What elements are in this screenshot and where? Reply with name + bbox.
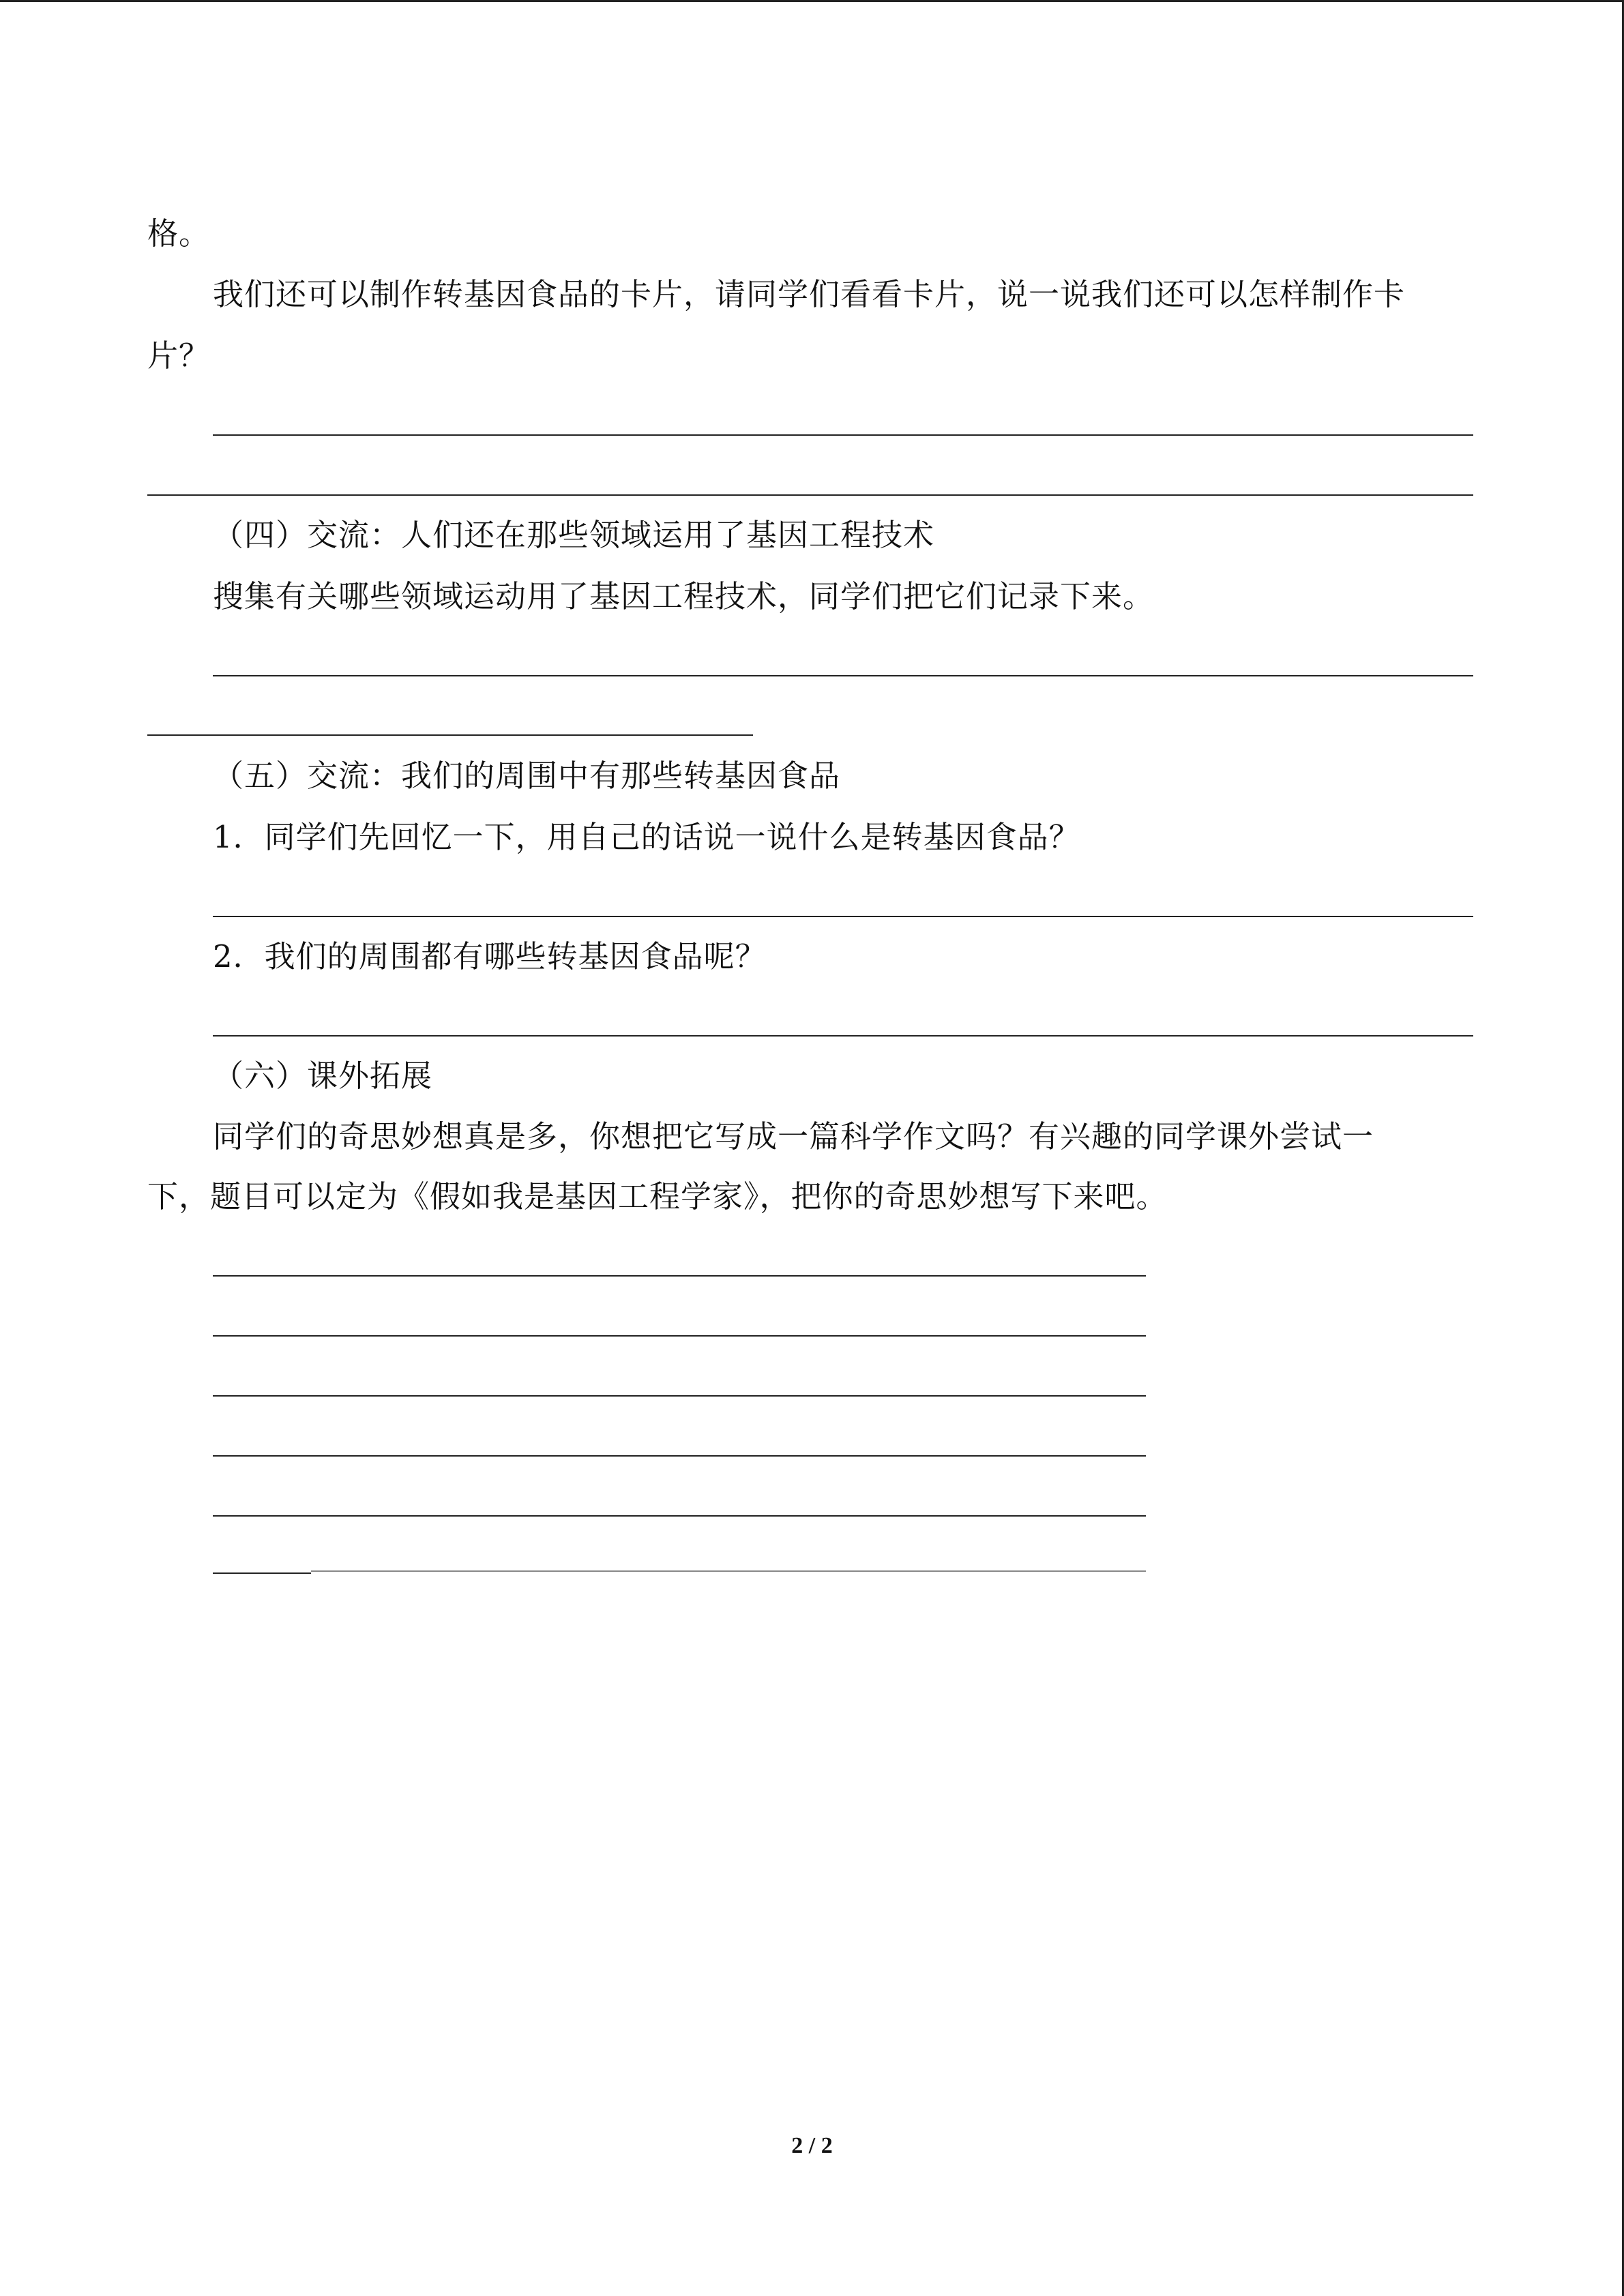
question-2: 2．我们的周围都有哪些转基因食品呢？: [213, 938, 767, 974]
section-five-heading: （五）交流：我们的周围中有那些转基因食品: [213, 758, 841, 794]
section-four-heading: （四）交流：人们还在那些领域运用了基因工程技术: [213, 517, 935, 553]
section-six-heading: （六）课外拓展: [213, 1058, 433, 1094]
answer-line: [213, 675, 1473, 676]
writing-line: [213, 1275, 1146, 1277]
page-number: 2 / 2: [791, 2133, 833, 2158]
card-question-line-2: 片？: [147, 338, 211, 374]
answer-line: [213, 434, 1473, 436]
writing-line: [213, 1335, 1146, 1337]
section-four-instruction: 搜集有关哪些领域运动用了基因工程技术，同学们把它们记录下来。: [213, 578, 1155, 614]
extension-text-line-1: 同学们的奇思妙想真是多，你想把它写成一篇科学作文吗？有兴趣的同学课外尝试一: [213, 1118, 1374, 1154]
extension-text-line-2: 下，题目可以定为《假如我是基因工程学家》，把你的奇思妙想写下来吧。: [147, 1178, 1168, 1214]
question-1: 1．同学们先回忆一下，用自己的话说一说什么是转基因食品？: [213, 819, 1080, 855]
writing-line: [213, 1455, 1146, 1457]
writing-line: [213, 1515, 1146, 1517]
answer-line: [213, 1035, 1473, 1037]
answer-line: [147, 734, 753, 736]
answer-line: [213, 916, 1473, 917]
card-question-line-1: 我们还可以制作转基因食品的卡片，请同学们看看卡片，说一说我们还可以怎样制作卡: [213, 276, 1406, 312]
writing-line: [311, 1570, 1146, 1572]
writing-line: [213, 1395, 1146, 1397]
answer-line: [147, 494, 1473, 496]
writing-line: [213, 1572, 311, 1574]
paragraph-end-text: 格。: [147, 215, 211, 252]
page-border-top: [0, 0, 1624, 2]
